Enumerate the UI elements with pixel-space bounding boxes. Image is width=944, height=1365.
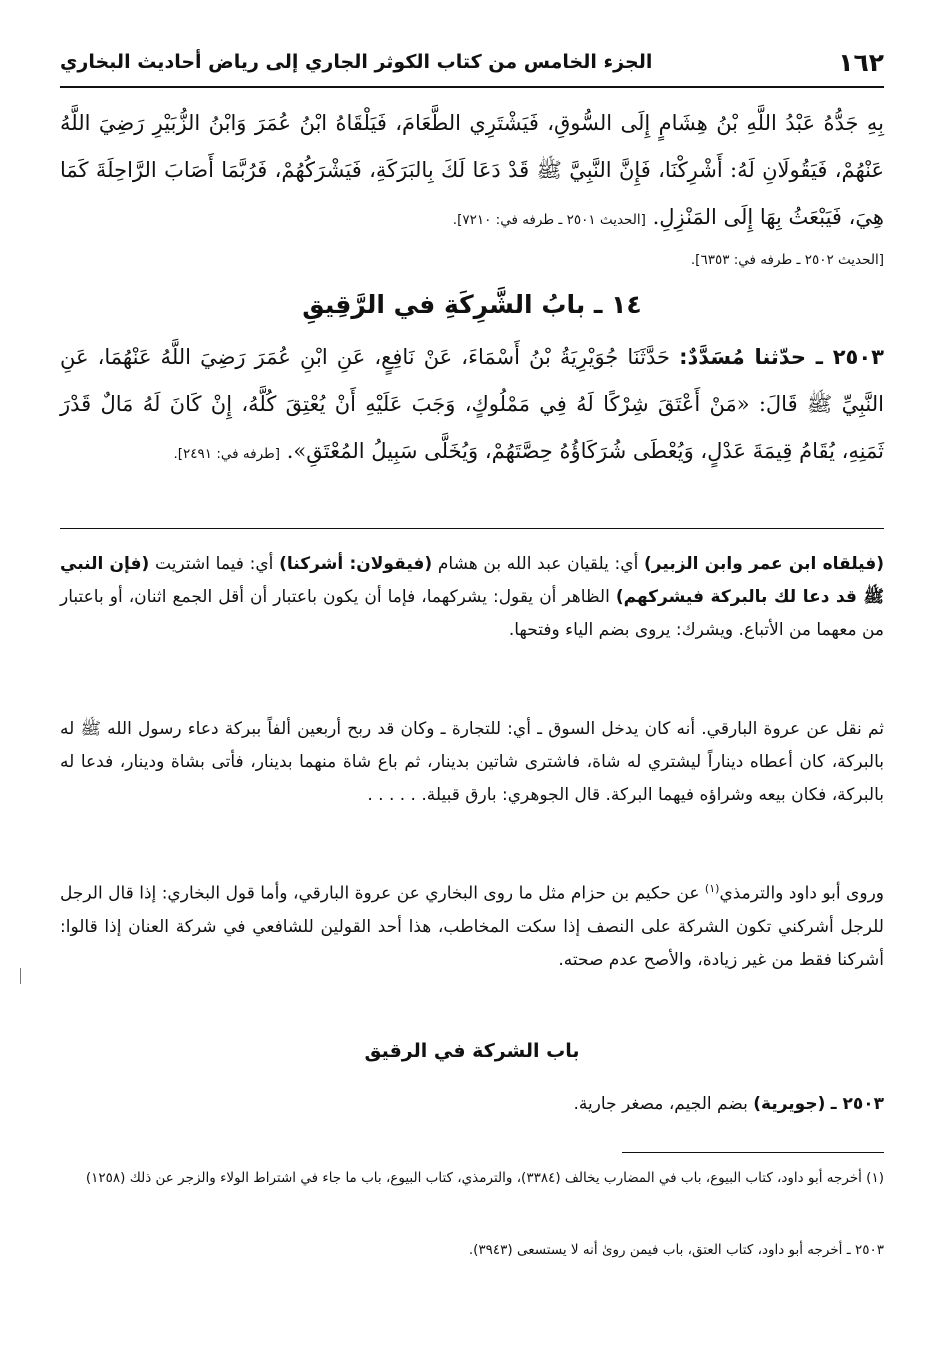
margin-mark [20, 968, 23, 984]
footnote-marker[interactable]: (١) [704, 882, 720, 895]
commentary-paragraph-1 [60, 548, 884, 647]
quote-bold-4: (جويرية) [753, 1094, 826, 1114]
quote-bold-1: (فيلقاه ابن عمر وابن الزبير) [644, 554, 885, 574]
footnote-1: (١) أخرجه أبو داود، كتاب البيوع، باب في المضارب يخالف (٣٣٨٤)، والترمذي، كتاب البيوع، باب ما جاء في اشتراط الولاء والزجر عن ذلك (١٢٥٨) [85, 1170, 884, 1186]
commentary-text-2: أي: فيما اشتريت [149, 554, 280, 574]
commentary-text-1: أي: يلقيان عبد الله بن هشام [432, 554, 645, 574]
commentary-text-3: الظاهر أن يقول: يشركهما، فإما أن يكون باعتبار أن أقل الجمع اثنان، أو باعتبار من معهما من الأتباع. ويشرك: يروى بضم الياء وفتحها. [60, 587, 884, 640]
commentary-paragraph-4 [60, 1088, 884, 1121]
quote-bold-3: (فإن النبي ﷺ قد دعا لك بالبركة فيشركهم) [60, 554, 885, 607]
hadith-number: ٢٥٠٣ ـ [830, 1094, 884, 1114]
section-divider [60, 528, 884, 529]
hadith-2502-text [60, 100, 884, 244]
commentary-text-5: عن حكيم بن حزام مثل ما روى البخاري عن عروة البارقي، وأما قول البخاري: إذا قال الرجل للرجل أشركني تكون الشركة على النصف إذا سكت المخاطب، هذا أحد القولين للشافعي في شركة العنان إذا قالوا: أشركنا فقط من غير زيادة، والأصح عدم صحته. [60, 883, 884, 970]
hadith-2503-isnad-start: ٢٥٠٣ ـ حدّثنا مُسَدَّدٌ: [679, 345, 884, 369]
hadith-2503-text [60, 334, 884, 478]
hadith-2503-body: حَدَّثَنَا جُوَيْرِيَةُ بْنُ أَسْمَاءَ، عَنْ نَافِعٍ، عَنِ ابْنِ عُمَرَ رَضِيَ اللَّهُ عَنْهُمَا، عَنِ النَّبِيِّ ﷺ قَالَ: «مَنْ أَعْتَقَ شِرْكًا لَهُ فِي مَمْلُوكٍ، وَجَبَ عَلَيْهِ أَنْ يُعْتِقَ كُلَّهُ، إِنْ كَانَ لَهُ مَالٌ قَدْرَ ثَمَنِهِ، يُقَامُ قِيمَةَ عَدْلٍ، وَيُعْطَى شُرَكَاؤُهُ حِصَّتَهُمْ، وَيُخَلَّى سَبِيلُ المُعْتَقِ». [60, 345, 884, 463]
commentary-text-6: بضم الجيم، مصغر جارية. [573, 1094, 754, 1114]
quote-bold-2: (فيقولان: أشركنا) [279, 554, 433, 574]
footnote-2: ٢٥٠٣ ـ أخرجه أبو داود، كتاب العتق، باب فيمن روىٰ أنه لا يستسعى (٣٩٤٣). [468, 1242, 884, 1258]
commentary-text-4: وروى أبو داود والترمذي [719, 883, 884, 904]
footnote-rule [622, 1152, 884, 1153]
chapter-title: ١٤ ـ بابُ الشَّرِكَةِ في الرَّقِيقِ [302, 290, 642, 319]
hadith-2502-body: بِهِ جَدُّهُ عَبْدُ اللَّهِ بْنُ هِشَامٍ إِلَى السُّوقِ، فَيَشْتَرِي الطَّعَامَ، فَيَلْقَاهُ ابْنُ عُمَرَ وَابْنُ الزُّبَيْرِ رَضِيَ اللَّهُ عَنْهُمْ، فَيَقُولَانِ لَهُ: أَشْرِكْنَا، فَإِنَّ النَّبِيَّ ﷺ قَدْ دَعَا لَكَ بِالبَرَكَةِ، فَيَشْرَكُهُمْ، فَرُبَّمَا أَصَابَ الرَّاحِلَةَ كَمَا هِيَ، فَيَبْعَثُ بِهَا إِلَى المَنْزِلِ. [60, 111, 884, 229]
page-number: ١٦٢ [838, 47, 884, 77]
hadith-2501-reference: [الحديث ٢٥٠١ ـ طرفه في: ٧٢١٠]. [452, 212, 646, 228]
hadith-2502-reference: [الحديث ٢٥٠٢ ـ طرفه في: ٦٣٥٣]. [690, 252, 884, 268]
hadith-2503-reference: [طرفه في: ٢٤٩١]. [173, 446, 281, 462]
running-title: الجزء الخامس من كتاب الكوثر الجاري إلى رياض أحاديث البخاري [60, 51, 653, 73]
page-header [60, 38, 884, 88]
commentary-paragraph-2: ثم نقل عن عروة البارقي. أنه كان يدخل السوق ـ أي: للتجارة ـ وكان قد ربح أربعين ألفاً ببركة دعاء رسول الله ﷺ له بالبركة، كان أعطاه ديناراً ليشتري له شاة، فاشترى شاتين بدينار، ثم باع شاة منهما بدينار، فأتى بشاة ودينار، فدعا له بالبركة، فكان بيعه وشراؤه فيهما البركة. قال الجوهري: بارق قبيلة. . . . . . [60, 719, 884, 805]
commentary-subheading: باب الشركة في الرقيق [364, 1040, 580, 1062]
commentary-paragraph-3 [60, 872, 884, 977]
